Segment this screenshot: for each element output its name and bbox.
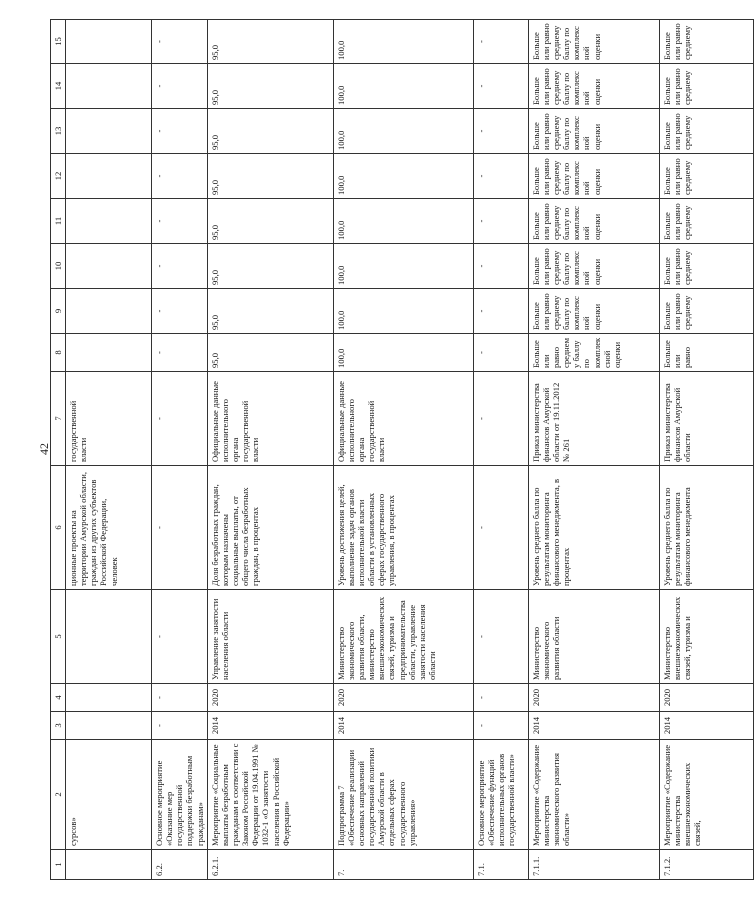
table-cell: - — [152, 334, 208, 372]
table-cell: 100,0 — [333, 199, 473, 244]
table-cell: 95,0 — [207, 154, 333, 199]
table-cell: Больше или равно — [659, 334, 753, 372]
table-cell: 95,0 — [207, 109, 333, 154]
table-cell: - — [152, 289, 208, 334]
table-cell: 95,0 — [207, 64, 333, 109]
table-cell: Больше или равно среднему баллу по комплексной оценки — [528, 244, 659, 289]
table-cell: Больше или равно среднему баллу по комплексной оценки — [528, 289, 659, 334]
table-cell: Официальные данные исполнительного органа государственной власти — [207, 372, 333, 466]
table-cell: Больше или равно среднему — [659, 289, 753, 334]
table-cell: 2014 — [659, 712, 753, 740]
table-cell: 2020 — [659, 684, 753, 712]
table-cell: Больше или равно среднему баллу по комплексной оценки — [528, 64, 659, 109]
table-cell: Основное мероприятие «Обеспечение функций исполнительных органов государственной власти» — [473, 740, 528, 850]
column-number-cell: 14 — [51, 64, 66, 109]
column-number-cell: 11 — [51, 199, 66, 244]
table-cell: 95,0 — [207, 20, 333, 64]
table-cell — [66, 109, 152, 154]
column-number-cell: 8 — [51, 334, 66, 372]
table-cell: 7. — [333, 850, 473, 880]
column-number-cell: 7 — [51, 372, 66, 466]
table-cell: Министерство экономического развития области — [528, 590, 659, 684]
table-cell: - — [473, 20, 528, 64]
table-cell — [66, 334, 152, 372]
table-cell: - — [152, 466, 208, 590]
table-cell: - — [473, 289, 528, 334]
table-cell: Больше или равно среднему баллу по комплексной оценки — [528, 109, 659, 154]
table-cell: Мероприятие «Содержание министерства экономического развития области» — [528, 740, 659, 850]
table-row — [659, 20, 753, 880]
table-cell: 6.2.1. — [207, 850, 333, 880]
table-cell: 2014 — [207, 712, 333, 740]
table-cell: 2014 — [333, 712, 473, 740]
table-cell: Основное мероприятие «Оказание мер государственной поддержки безработным гражданам» — [152, 740, 208, 850]
table-cell: - — [473, 154, 528, 199]
table-cell: - — [473, 372, 528, 466]
table-cell — [66, 244, 152, 289]
table-cell: Мероприятие «Содержание министерства внешнеэкономических связей, — [659, 740, 753, 850]
table-cell: - — [473, 244, 528, 289]
table-cell: 95,0 — [207, 334, 333, 372]
table-cell: - — [473, 199, 528, 244]
table-row — [333, 20, 473, 880]
column-number-cell: 5 — [51, 590, 66, 684]
column-number-cell: 13 — [51, 109, 66, 154]
table-cell: Больше или равно среднему баллу по комплексной оценки — [528, 20, 659, 64]
table-cell: 2020 — [528, 684, 659, 712]
table-cell — [66, 590, 152, 684]
table-cell: Доля безработных граждан, которым назначены социальные выплаты, от общего числа безработных граждан, в процентах — [207, 466, 333, 590]
table-cell: - — [152, 244, 208, 289]
column-number-cell: 10 — [51, 244, 66, 289]
table-cell: Больше или равно среднему баллу по комплексной оценки — [528, 199, 659, 244]
table-cell: 100,0 — [333, 289, 473, 334]
table-cell: Больше или равно среднему — [659, 109, 753, 154]
table-cell: - — [152, 590, 208, 684]
table-cell: Больше или равно среднему — [659, 20, 753, 64]
table-cell — [66, 154, 152, 199]
table-cell: 2014 — [528, 712, 659, 740]
column-number-cell: 6 — [51, 466, 66, 590]
table-cell: 7.1.2. — [659, 850, 753, 880]
table-row — [473, 20, 528, 880]
table-cell: Министерство внешнеэкономических связей, туризма и — [659, 590, 753, 684]
table-cell: Больше или равно среднему — [659, 154, 753, 199]
table-cell: - — [152, 109, 208, 154]
table-cell: Уровень среднего балла по результатам мониторинга финансового менеджмента — [659, 466, 753, 590]
page-number: 42 — [37, 443, 51, 455]
table-cell: 100,0 — [333, 64, 473, 109]
table-cell: - — [152, 64, 208, 109]
table-cell: 6.2. — [152, 850, 208, 880]
table-header-row — [51, 20, 66, 880]
table-cell: Больше или равно среднему баллу по комплексной оценки — [528, 334, 659, 372]
table-cell: Уровень среднего балла по результатам мониторинга финансового менеджмента, в процентах — [528, 466, 659, 590]
table-cell: - — [473, 109, 528, 154]
table-cell: - — [473, 466, 528, 590]
table-cell — [66, 20, 152, 64]
table-cell: - — [473, 712, 528, 740]
table-cell: Больше или равно среднему — [659, 199, 753, 244]
column-number-cell: 9 — [51, 289, 66, 334]
table-cell: Приказ министерства финансов Амурской области — [659, 372, 753, 466]
table-cell: Подпрограмма 7 «Обеспечение реализации основных направлений государственной политики Амурской области в отдельных сферах государственного управления» — [333, 740, 473, 850]
column-number-cell: 12 — [51, 154, 66, 199]
table-cell: 95,0 — [207, 244, 333, 289]
table-cell: 100,0 — [333, 154, 473, 199]
table-cell: 95,0 — [207, 289, 333, 334]
table-cell: - — [473, 64, 528, 109]
table-row — [152, 20, 208, 880]
column-number-cell: 3 — [51, 712, 66, 740]
column-number-cell: 4 — [51, 684, 66, 712]
table-cell: 7.1. — [473, 850, 528, 880]
table-cell — [66, 289, 152, 334]
table-row — [207, 20, 333, 880]
table-cell: - — [152, 154, 208, 199]
table-cell: - — [473, 334, 528, 372]
table-cell: Министерство экономического развития области, министерство внешнеэкономических связей, туризма и предпринимательства области, управление занятости населения области — [333, 590, 473, 684]
table-cell: Официальные данные исполнительного органа государственной власти — [333, 372, 473, 466]
table-cell: Приказ министерства финансов Амурской области от 19.11.2012 № 261 — [528, 372, 659, 466]
table-cell: Больше или равно среднему — [659, 244, 753, 289]
column-number-cell: 15 — [51, 20, 66, 64]
table-cell — [66, 712, 152, 740]
table-cell: - — [152, 712, 208, 740]
table-cell: 100,0 — [333, 109, 473, 154]
table-cell: Управление занятости населения области — [207, 590, 333, 684]
table-cell: Уровень достижения целей, выполнение задач органов исполнительной власти области в установленных сферах государственного управления, в процентах — [333, 466, 473, 590]
table-cell: Больше или равно среднему баллу по комплексной оценки — [528, 154, 659, 199]
table-cell: - — [473, 590, 528, 684]
table-cell — [66, 199, 152, 244]
table-cell: государственной власти — [66, 372, 152, 466]
column-number-cell: 1 — [51, 850, 66, 880]
document-sheet — [50, 20, 703, 880]
table-cell: 2020 — [333, 684, 473, 712]
table-cell: 100,0 — [333, 244, 473, 289]
table-cell: 100,0 — [333, 20, 473, 64]
program-indicators-table — [50, 19, 754, 880]
table-cell: Больше или равно среднему — [659, 64, 753, 109]
table-cell: - — [473, 684, 528, 712]
table-cell: 2020 — [207, 684, 333, 712]
table-cell: - — [152, 684, 208, 712]
table-cell: ционные проекты на территории Амурской области, граждан из других субъектов Российской Федерации, человек — [66, 466, 152, 590]
table-cell: Мероприятие «Социальные выплаты безработным гражданам в соответствии с Законом Российской Федерации от 19.04.1991 № 1032-1 «О занятости населения в Российской Федерации» — [207, 740, 333, 850]
table-cell — [66, 684, 152, 712]
table-row — [528, 20, 659, 880]
table-cell — [66, 850, 152, 880]
table-cell: сурсов» — [66, 740, 152, 850]
table-cell: 95,0 — [207, 199, 333, 244]
table-row — [66, 20, 152, 880]
table-cell — [66, 64, 152, 109]
table-cell: - — [152, 199, 208, 244]
table-cell: 100,0 — [333, 334, 473, 372]
table-cell: 7.1.1. — [528, 850, 659, 880]
table-cell: - — [152, 20, 208, 64]
column-number-cell: 2 — [51, 740, 66, 850]
table-cell: - — [152, 372, 208, 466]
